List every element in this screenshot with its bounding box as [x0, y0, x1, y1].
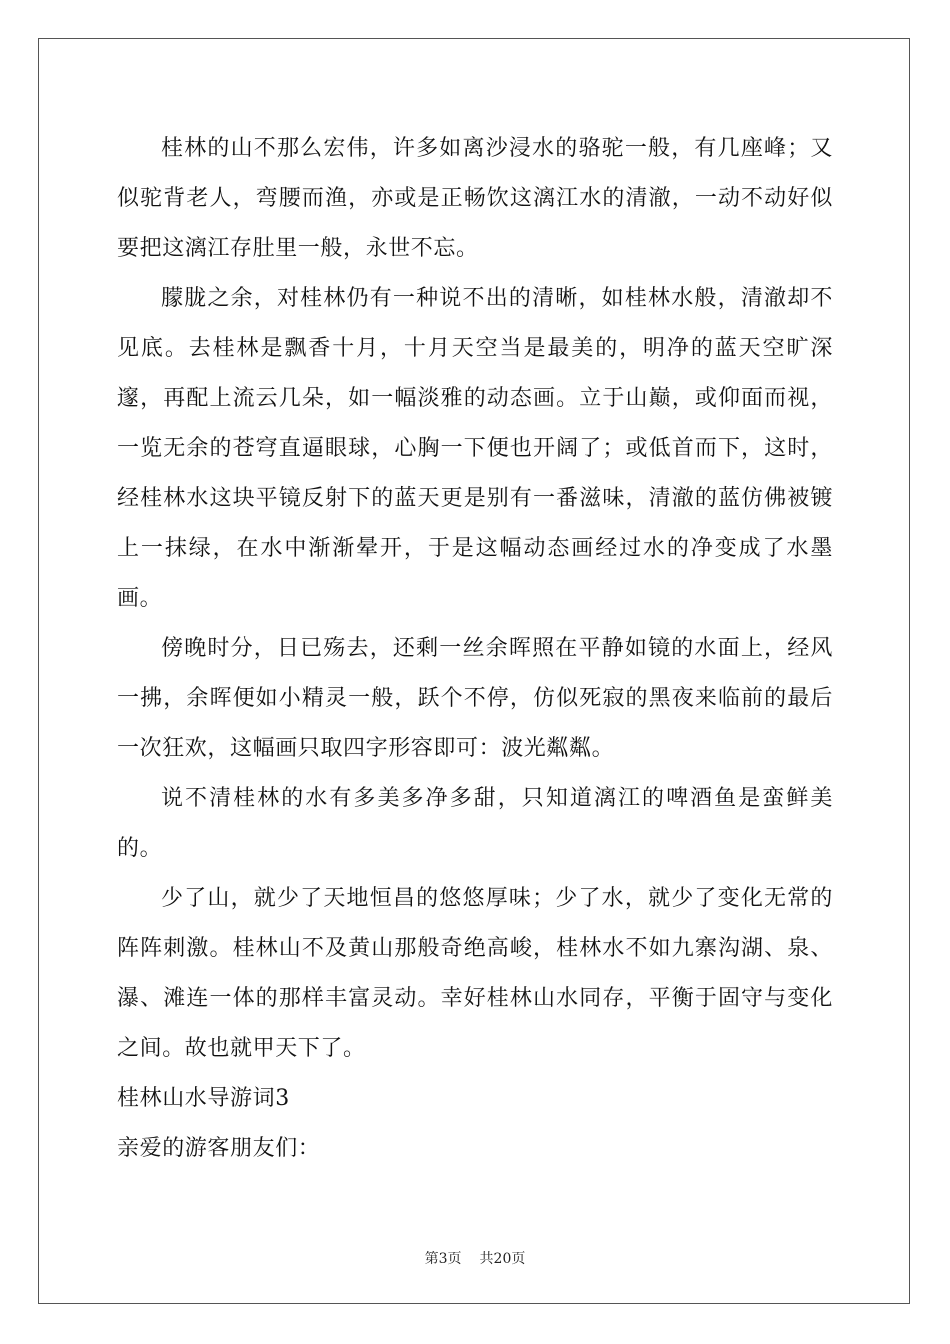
- greeting-line: 亲爱的游客朋友们：: [117, 1136, 321, 1161]
- paragraph-1: 桂林的山不那么宏伟，许多如离沙浸水的骆驼一般，有几座峰；又似驼背老人，弯腰而渔，亦或是正畅饮这漓江水的清澈，一动不动好似要把这漓江存肚里一般，永世不忘。: [117, 136, 833, 261]
- paragraph-5: 少了山，就少了天地恒昌的悠悠厚味；少了水，就少了变化无常的阵阵刺激。桂林山不及黄山那般奇绝高峻，桂林水不如九寨沟湖、泉、瀑、滩连一体的那样丰富灵动。幸好桂林山水同存，平衡于固守与变化之间。故也就甲天下了。: [117, 886, 833, 1061]
- section-title: 桂林山水导游词3: [117, 1086, 290, 1111]
- paragraph-4: 说不清桂林的水有多美多净多甜，只知道漓江的啤酒鱼是蛮鲜美的。: [117, 786, 833, 861]
- page-footer: [0, 1248, 950, 1268]
- page-number: 第3页: [424, 1251, 462, 1267]
- document-body: [117, 124, 833, 1174]
- paragraph-2: 朦胧之余，对桂林仍有一种说不出的清晰，如桂林水般，清澈却不见底。去桂林是飘香十月，十月天空当是最美的，明净的蓝天空旷深邃，再配上流云几朵，如一幅淡雅的动态画。立于山巅，或仰面而视，一览无余的苍穹直逼眼球，心胸一下便也开阔了；或低首而下，这时，经桂林水这块平镜反射下的蓝天更是别有一番滋味，清澈的蓝仿佛被镀上一抹绿，在水中渐渐晕开，于是这幅动态画经过水的净变成了水墨画。: [117, 286, 833, 611]
- page-total: 共20页: [479, 1251, 526, 1267]
- paragraph-3: 傍晚时分，日已殇去，还剩一丝余晖照在平静如镜的水面上，经风一拂，余晖便如小精灵一般，跃个不停，仿似死寂的黑夜来临前的最后一次狂欢，这幅画只取四字形容即可：波光粼粼。: [117, 636, 833, 761]
